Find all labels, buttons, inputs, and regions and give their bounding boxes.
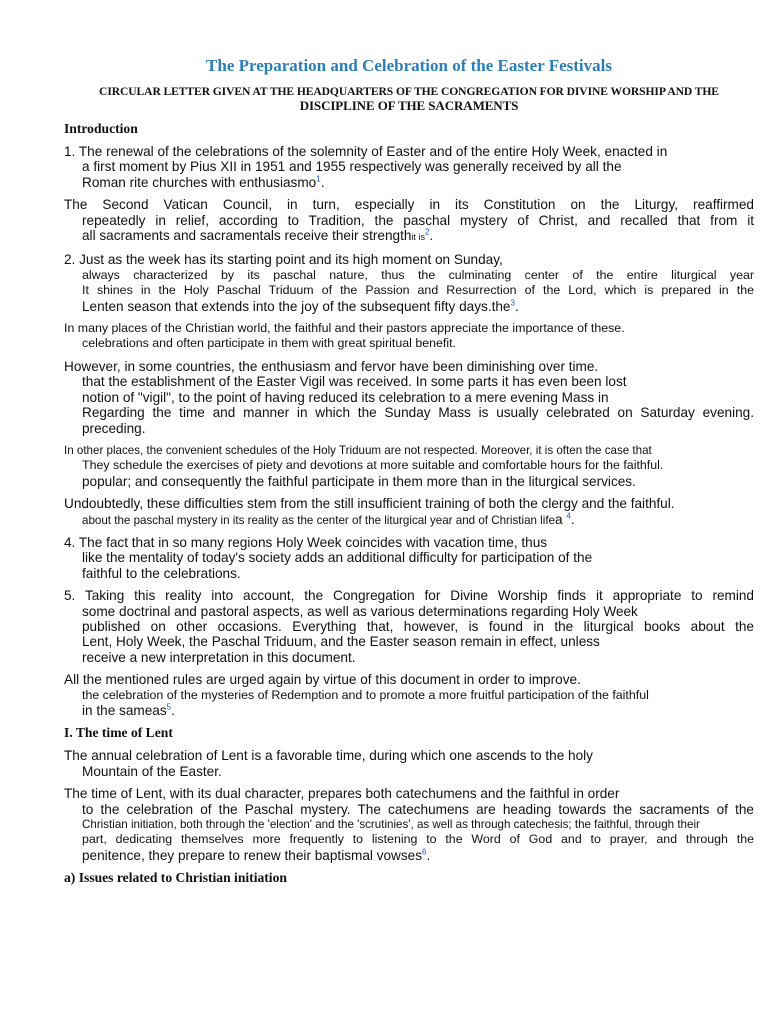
paragraph-line: celebrations and often participate in them with great spiritual benefit. xyxy=(82,336,457,351)
line-text: about the paschal mystery in its reality as the center of the liturgical year and of Christian life xyxy=(82,513,556,527)
paragraph-line xyxy=(64,299,754,314)
paragraph-line xyxy=(64,175,754,190)
paragraph-4 xyxy=(64,321,754,352)
footnote-ref-6[interactable]: 6 xyxy=(422,847,427,857)
paragraph-line xyxy=(64,228,754,245)
paragraph-line: All the mentioned rules are urged again by virtue of this document in order to improve. xyxy=(64,672,581,688)
paragraph-line xyxy=(64,703,754,718)
paragraph-line: In other places, the convenient schedules of the Holy Triduum are not respected. Moreover, it is often the case that xyxy=(64,443,652,457)
line-end: . xyxy=(570,511,575,527)
paragraph-3 xyxy=(64,252,754,314)
paragraph-line: Lent, Holy Week, the Paschal Triduum, and the Easter season remain in effect, unless xyxy=(82,634,600,650)
subtitle-line-2: DISCIPLINE OF THE SACRAMENTS xyxy=(299,98,519,113)
paragraph-2 xyxy=(64,197,754,245)
paragraph-8 xyxy=(64,535,754,581)
paragraph-line: They schedule the exercises of piety and devotions at more suitable and comfortable hours for the faithful. xyxy=(82,458,664,473)
line-end: . xyxy=(429,228,434,244)
paragraph-line: published on other occasions. Everything that, however, is found in the liturgical books about the xyxy=(82,618,754,634)
line-end: . xyxy=(514,298,519,314)
footnote-ref-3[interactable]: 3 xyxy=(510,298,515,308)
line-small-text: it is xyxy=(411,232,425,243)
paragraph-line: However, in some countries, the enthusiasm and fervor have been diminishing over time. xyxy=(64,358,599,374)
paragraph-line: notion of "vigil", to the point of having reduced its celebration to a mere evening Mass in xyxy=(82,389,609,405)
heading-introduction: Introduction xyxy=(64,121,138,136)
paragraph-line: popular; and consequently the faithful participate in them more than in the liturgical services. xyxy=(82,473,636,489)
paragraph-line xyxy=(64,848,754,863)
footnote-ref-1[interactable]: 1 xyxy=(316,174,321,184)
document-page xyxy=(64,52,754,893)
heading-christian-initiation: a) Issues related to Christian initiation xyxy=(64,870,287,886)
paragraph-12 xyxy=(64,786,754,863)
paragraph-10 xyxy=(64,672,754,718)
line-tail: a xyxy=(555,511,563,527)
paragraph-line: Mountain of the Easter. xyxy=(82,763,222,779)
paragraph-11 xyxy=(64,748,754,779)
footnote-ref-2[interactable]: 2 xyxy=(424,227,430,237)
paragraph-line: that the establishment of the Easter Vigil was received. In some parts it has even been lost xyxy=(82,374,627,390)
subtitle-line-1: CIRCULAR LETTER GIVEN AT THE HEADQUARTERS OF THE CONGREGATION FOR DIVINE WORSHIP AND THE xyxy=(99,85,719,98)
paragraph-line: Regarding the time and manner in which the Sunday Mass is usually celebrated on Saturday evening. xyxy=(82,405,754,421)
line-text: in the sameas xyxy=(82,703,167,718)
line-end: . xyxy=(171,703,175,718)
paragraph-line: receive a new interpretation in this document. xyxy=(82,649,356,665)
paragraph-line: repeatedly in relief, according to Tradition, the paschal mystery of Christ, and recalled that from it xyxy=(82,212,754,228)
line-text: all sacraments and sacramentals receive their strength xyxy=(82,228,412,244)
paragraph-line xyxy=(64,512,754,528)
paragraph-line: Undoubtedly, these difficulties stem from the still insufficient training of both the clergy and the faithful. xyxy=(64,496,675,512)
heading-time-of-lent: I. The time of Lent xyxy=(64,725,173,741)
paragraph-6 xyxy=(64,443,754,489)
line-text: penitence, they prepare to renew their baptismal vowses xyxy=(82,847,423,863)
paragraph-line: some doctrinal and pastoral aspects, as well as various determinations regarding Holy Week xyxy=(82,603,638,619)
line-text: Lenten season that extends into the joy of the subsequent fifty days.the xyxy=(82,298,511,314)
paragraph-line: In many places of the Christian world, the faithful and their pastors appreciate the importance of these. xyxy=(64,321,625,336)
footnote-ref-5[interactable]: 5 xyxy=(166,702,172,712)
line-end: . xyxy=(426,847,431,863)
paragraph-line: part, dedicating themselves more frequently to listening to the Word of God and to prayer, and through the xyxy=(82,832,754,847)
paragraph-line: Christian initiation, both through the 'election' and the 'scrutinies', as well as through catechesis; the faithful, through their xyxy=(82,818,700,832)
paragraph-line: always characterized by its paschal nature, thus the culminating center of the entire liturgical year xyxy=(82,267,754,282)
document-title: The Preparation and Celebration of the Easter Festivals xyxy=(206,56,612,75)
paragraph-line: like the mentality of today's society adds an additional difficulty for participation of the xyxy=(82,550,593,566)
line-text: Roman rite churches with enthusiasmo xyxy=(82,174,317,190)
paragraph-line: The annual celebration of Lent is a favorable time, during which one ascends to the holy xyxy=(64,748,593,764)
paragraph-line: It shines in the Holy Paschal Triduum of the Passion and Resurrection of the Lord, which is prepared in the xyxy=(82,283,754,298)
paragraph-1 xyxy=(64,144,754,190)
paragraph-line: The Second Vatican Council, in turn, especially in its Constitution on the Liturgy, reaffirmed xyxy=(64,197,754,213)
paragraph-line: the celebration of the mysteries of Redemption and to promote a more fruitful participation of the faithful xyxy=(82,687,649,702)
paragraph-line: to the celebration of the Paschal mystery. The catechumens are heading towards the sacraments of the xyxy=(82,801,754,817)
paragraph-line: faithful to the celebrations. xyxy=(82,565,241,581)
line-end: . xyxy=(320,174,325,190)
paragraph-line: The time of Lent, with its dual character, prepares both catechumens and the faithful in order xyxy=(64,786,620,802)
paragraph-line: 2. Just as the week has its starting point and its high moment on Sunday, xyxy=(64,252,503,268)
paragraph-line: 1. The renewal of the celebrations of the solemnity of Easter and of the entire Holy Week, enacted in xyxy=(64,144,668,159)
paragraph-line: 5. Taking this reality into account, the Congregation for Divine Worship finds it appropriate to remind xyxy=(64,588,754,604)
footnote-ref-4[interactable]: 4 xyxy=(566,511,571,520)
paragraph-7 xyxy=(64,496,754,528)
document-subtitle xyxy=(64,85,754,113)
paragraph-9 xyxy=(64,588,754,665)
paragraph-line: preceding. xyxy=(82,420,146,436)
paragraph-line: 4. The fact that in so many regions Holy Week coincides with vacation time, thus xyxy=(64,534,548,550)
paragraph-5 xyxy=(64,359,754,436)
paragraph-line: a first moment by Pius XII in 1951 and 1955 respectively was generally received by all the xyxy=(82,159,622,175)
